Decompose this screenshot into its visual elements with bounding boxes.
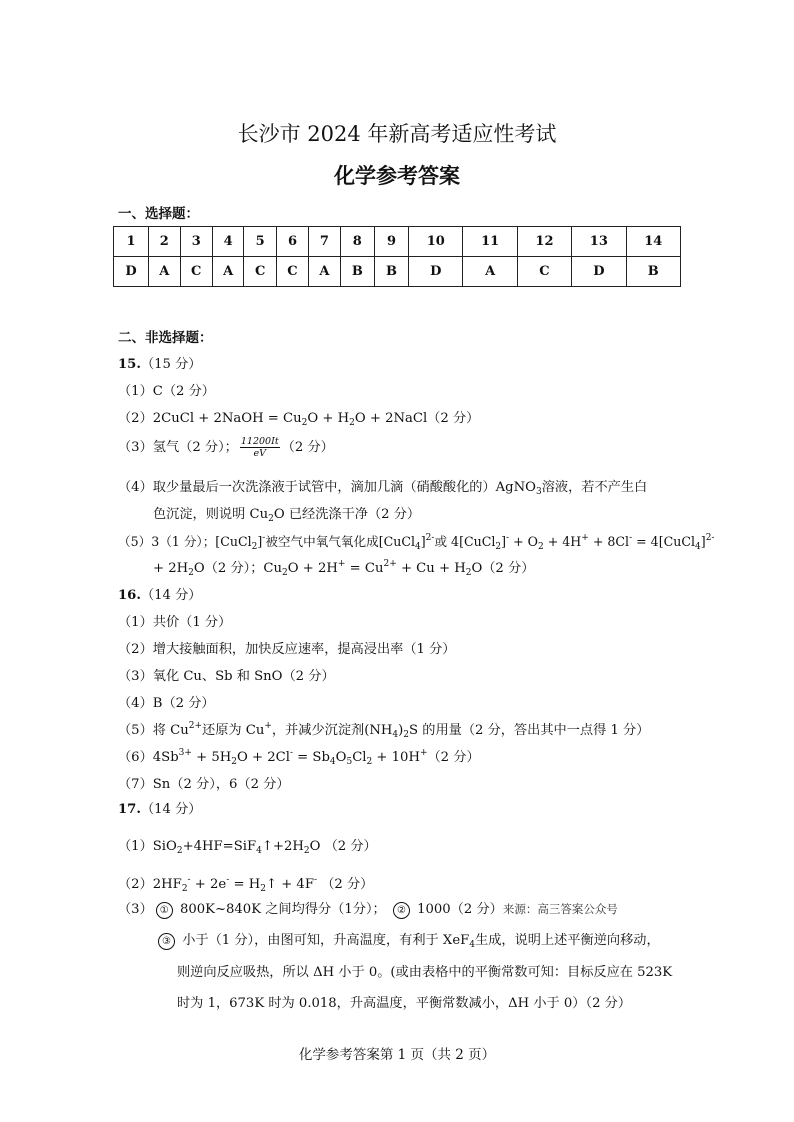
q17-answer-2: $(2)2HF_2^- + 2e^-$ = $H_2↑ + 4F^-$ （2 分） xyxy=(118,875,374,894)
answer-table-number-row xyxy=(114,227,681,257)
circled-number-1: ① xyxy=(156,902,173,919)
q15-answer-4-line2: 色沉淀，则说明 $Cu_2O$ 已经洗涤干净（2 分） xyxy=(153,507,421,524)
text: （2 分） xyxy=(281,440,334,455)
q16-score: （14 分） xyxy=(140,588,202,603)
text: 被空气中氧气氧化成[CuCl xyxy=(265,534,416,549)
question-number-cell: 1 xyxy=(114,227,149,257)
text: （2）2HF xyxy=(118,877,182,892)
text: （2）2CuCl + 2NaOH = Cu xyxy=(118,411,302,426)
text: O + 2H xyxy=(287,561,338,576)
text: O（2 分）；Cu xyxy=(193,561,283,576)
text: （1）SiO xyxy=(118,839,177,854)
answer-cell: A xyxy=(212,257,244,287)
q16-answer-3: （3）氧化 Cu、Sb 和 SnO（2 分） xyxy=(118,669,335,684)
text: （3） xyxy=(118,902,153,917)
q16-answer-1: （1）共价（1 分） xyxy=(118,615,232,630)
circled-number-2: ② xyxy=(393,902,410,919)
text: O （2 分） xyxy=(309,839,377,854)
q16-answer-2: （2）增大接触面积，加快反应速率，提高浸出率（1 分） xyxy=(118,642,456,657)
q16-answer-5: （5）将 $Cu^{2+}$还原为 Cu+，并减少沉淀剂$(NH_4)_2S$ 的用量（2 分，答出其中一点得 1 分） xyxy=(118,721,650,740)
text: （5）将 Cu xyxy=(118,723,189,738)
text: 溶液，若不产生白 xyxy=(541,480,648,495)
text: 色沉淀，则说明 Cu xyxy=(153,507,269,522)
q15-answer-5-line1: （5）3（1 分）；[CuCl$_2$]-被空气中氧气氧化成[CuCl$_4$]$^{2-}$或 4[CuCl$_2$]- + $O_2 + 4H^+ + 8Cl^-$ = 4[CuCl$_4$]$^{2-}$ xyxy=(118,533,715,552)
q15-answer-5-line2: + $2H_2O(2$ 分）；$Cu_2O + 2H^+ = Cu^{2+} + Cu + H_2O(2$ 分） xyxy=(153,559,535,578)
text: O + H xyxy=(307,411,350,426)
q17-number: 17. xyxy=(118,802,141,817)
text: （3）氢气（2 分）； xyxy=(118,440,238,455)
text: （5）3（1 分）；[CuCl xyxy=(118,534,252,549)
answer-cell: A xyxy=(148,257,180,287)
question-number-cell: 6 xyxy=(276,227,308,257)
question-number-cell: 13 xyxy=(572,227,626,257)
text: （2 分） xyxy=(427,750,480,765)
page-footer: 化学参考答案第 1 页（共 2 页） xyxy=(298,1047,496,1063)
text: O（2 分） xyxy=(471,561,535,576)
text: + 2e xyxy=(190,877,227,892)
source-note: 来源：高三答案公众号 xyxy=(502,902,618,916)
text: ↑ + 4F xyxy=(265,877,314,892)
text: = 4[CuCl xyxy=(632,534,696,549)
text: S 的用量（2 分，答出其中一点得 1 分） xyxy=(409,723,650,738)
answer-cell: B xyxy=(626,257,680,287)
text: = Cu xyxy=(345,561,384,576)
text: + O xyxy=(509,534,538,549)
text: O + 2Cl xyxy=(236,750,290,765)
q17-answer-3-part3-line1: ③ 小于（1 分），由图可知，升高温度，有利于 XeF$_4$生成，说明上述平衡逆向移动， xyxy=(155,929,660,950)
text: Cl xyxy=(352,750,367,765)
question-number-cell: 5 xyxy=(244,227,276,257)
text: + 5H xyxy=(191,750,232,765)
text: + Cu + H xyxy=(396,561,466,576)
q16-answer-4: （4）B（2 分） xyxy=(118,696,215,711)
q15-score: （15 分） xyxy=(140,357,202,372)
q15-answer-3 xyxy=(118,436,334,459)
q15-answer-2: （2）2CuCl + 2NaOH = $Cu_2O + H_2O$ + 2NaCl（2 分） xyxy=(118,411,480,428)
answer-table xyxy=(113,226,681,287)
text: O 已经洗涤干净（2 分） xyxy=(273,507,421,522)
text: O + 2NaCl（2 分） xyxy=(354,411,480,426)
question-number-cell: 9 xyxy=(374,227,408,257)
answer-cell: B xyxy=(374,257,408,287)
question-number-cell: 8 xyxy=(340,227,374,257)
text: （2 分） xyxy=(317,877,374,892)
text: = Sb xyxy=(292,750,330,765)
q17-heading xyxy=(118,798,202,817)
text: （4）取少量最后一次洗涤液于试管中，滴加几滴（硝酸酸化的）AgNO xyxy=(118,480,536,495)
answer-cell: D xyxy=(409,257,463,287)
text: 1000（2 分） xyxy=(412,902,503,917)
section-choice-heading: 一、选择题： xyxy=(118,206,199,222)
question-number-cell: 10 xyxy=(409,227,463,257)
q15-heading xyxy=(118,353,202,372)
q15-answer-1: （1）C（2 分） xyxy=(118,384,215,399)
text: + 8Cl xyxy=(588,534,630,549)
answer-cell: C xyxy=(276,257,308,287)
question-number-cell: 12 xyxy=(517,227,571,257)
text: 还原为 Cu xyxy=(202,723,265,738)
fraction xyxy=(240,436,280,459)
text: 800K~840K 之间均得分（1分）； xyxy=(175,902,390,917)
text: = H xyxy=(229,877,261,892)
text: +4HF=SiF xyxy=(182,839,257,854)
answer-cell: D xyxy=(572,257,626,287)
answer-cell: D xyxy=(114,257,149,287)
question-number-cell: 4 xyxy=(212,227,244,257)
q16-answer-6: $(6)4Sb^{3+} + 5H_2O + 2Cl^- = Sb_4O_5Cl_2 + 10H^+(2$ 分） xyxy=(118,748,480,767)
answer-cell: A xyxy=(309,257,341,287)
text: 生成，说明上述平衡逆向移动， xyxy=(475,933,660,948)
question-number-cell: 7 xyxy=(309,227,341,257)
answer-cell: A xyxy=(463,257,517,287)
section-nonchoice-heading: 二、非选择题： xyxy=(118,330,213,346)
answer-table-answer-row xyxy=(114,257,681,287)
text: ) xyxy=(398,723,404,738)
text: 小于（1 分），由图可知，升高温度，有利于 XeF xyxy=(178,933,470,948)
q17-answer-3-part3-line3: 时为 1，673K 时为 0.018，升高温度，平衡常数减小，ΔH 小于 0）（2 分） xyxy=(177,996,632,1011)
q15-number: 15. xyxy=(118,357,141,372)
text: （6）4Sb xyxy=(118,750,179,765)
q17-answer-3-part3-line2: 则逆向反应吸热，所以 ΔH 小于 0。(或由表格中的平衡常数可知：目标反应在 523K xyxy=(177,965,673,980)
question-number-cell: 2 xyxy=(148,227,180,257)
question-number-cell: 11 xyxy=(463,227,517,257)
answer-cell: C xyxy=(180,257,212,287)
text: + 4H xyxy=(543,534,582,549)
fraction-denominator: eV xyxy=(253,448,267,459)
document-subtitle: 化学参考答案 xyxy=(334,163,460,188)
circled-number-3: ③ xyxy=(158,933,175,950)
q17-answer-3-line1 xyxy=(118,898,618,919)
answer-cell: C xyxy=(244,257,276,287)
text: O xyxy=(335,750,347,765)
text: ，并减少沉淀剂(NH xyxy=(271,723,393,738)
q15-answer-4-line1: （4）取少量最后一次洗涤液于试管中，滴加几滴（硝酸酸化的）AgNO$_3$溶液，若不产生白 xyxy=(118,480,648,497)
document-title: 长沙市 2024 年新高考适应性考试 xyxy=(237,122,557,146)
answer-cell: C xyxy=(517,257,571,287)
text: + 2H xyxy=(153,561,189,576)
question-number-cell: 14 xyxy=(626,227,680,257)
text: + 10H xyxy=(372,750,420,765)
question-number-cell: 3 xyxy=(180,227,212,257)
text: ↑+2H xyxy=(261,839,304,854)
q17-answer-1: $(1)SiO_2+4HF=SiF_4↑+2H_2O$ （2 分） xyxy=(118,839,377,856)
q17-score: （14 分） xyxy=(140,802,202,817)
fraction-numerator: 11200It xyxy=(240,436,279,447)
answer-cell: B xyxy=(340,257,374,287)
q16-heading xyxy=(118,584,202,603)
text: 或 4[CuCl xyxy=(434,534,496,549)
q16-number: 16. xyxy=(118,588,141,603)
q16-answer-7: （7）Sn（2 分），6（2 分） xyxy=(118,777,290,792)
